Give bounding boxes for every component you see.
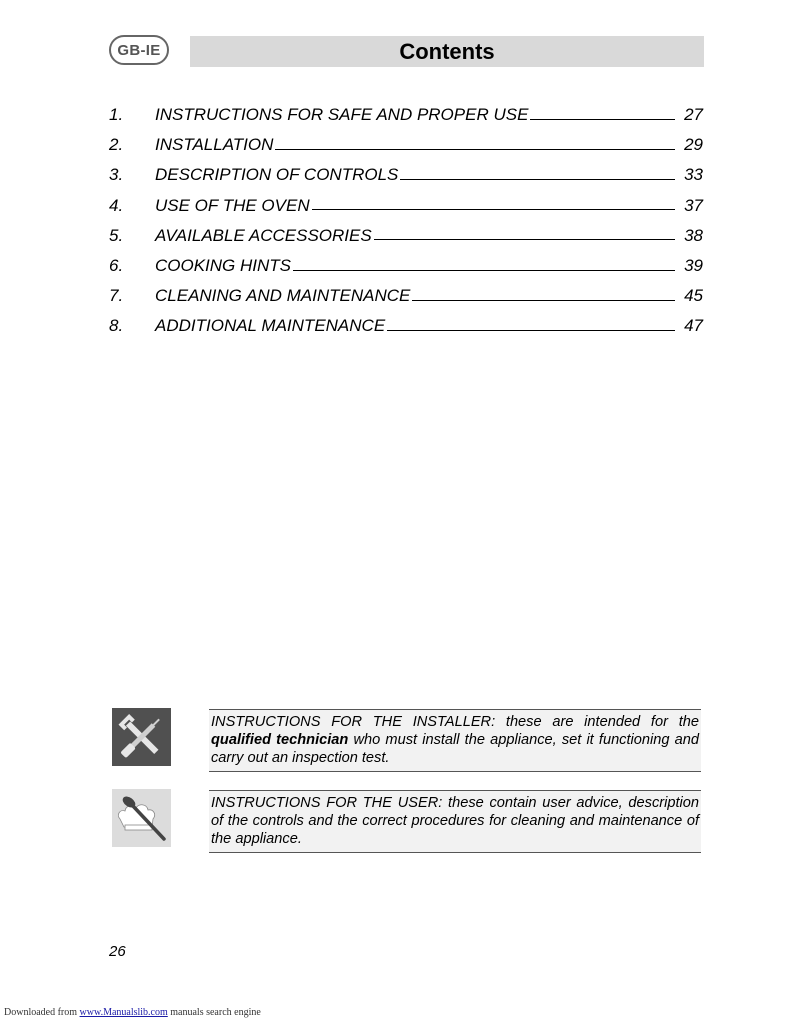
installer-note-text-end: who must install the appliance, set it functioning and carry out an inspection test. [211, 732, 699, 766]
toc-number: 2. [109, 135, 124, 155]
toc-page-number: 47 [684, 316, 703, 336]
footer-suffix: manuals search engine [167, 1007, 261, 1018]
toc-page-number: 37 [684, 195, 703, 215]
manualslib-link[interactable]: www.Manualslib.com [79, 1007, 168, 1018]
toc-entry[interactable] [109, 281, 703, 311]
tools-icon [112, 708, 171, 766]
toc-entry[interactable] [109, 100, 703, 130]
toc-page-number: 29 [684, 135, 703, 155]
toc-page-number: 33 [684, 165, 703, 185]
toc-leader-line [312, 209, 675, 210]
footer [4, 1007, 261, 1018]
toc-title: USE OF THE OVEN [155, 195, 310, 215]
toc-leader-line [400, 179, 675, 180]
toc-leader-line [412, 300, 675, 301]
toc-number: 1. [109, 105, 124, 125]
page-number: 26 [109, 943, 126, 960]
toc-number: 4. [109, 195, 124, 215]
toc-title: AVAILABLE ACCESSORIES [155, 225, 372, 245]
toc-number: 7. [109, 286, 124, 306]
toc-title: COOKING HINTS [155, 256, 292, 276]
toc-title: INSTRUCTIONS FOR SAFE AND PROPER USE [155, 105, 529, 125]
chef-spoon-icon [112, 789, 171, 847]
toc-number: 5. [109, 225, 124, 245]
toc-number: 8. [109, 316, 124, 336]
toc-title: INSTALLATION [155, 135, 274, 155]
toc-title: CLEANING AND MAINTENANCE [155, 286, 411, 306]
toc-entry[interactable] [109, 311, 703, 341]
user-note: INSTRUCTIONS FOR THE USER: these contain user advice, description of the controls and the correct procedures for cleaning and maintenance of the appliance. [209, 790, 701, 853]
toc-leader-line [374, 239, 675, 240]
table-of-contents [109, 100, 703, 342]
toc-page-number: 27 [684, 105, 703, 125]
toc-leader-line [530, 119, 675, 120]
page-title: Contents [190, 36, 704, 67]
language-badge: GB-IE [109, 35, 169, 65]
toc-page-number: 45 [684, 286, 703, 306]
toc-leader-line [387, 330, 675, 331]
toc-title: ADDITIONAL MAINTENANCE [155, 316, 386, 336]
toc-entry[interactable] [109, 160, 703, 190]
toc-page-number: 39 [684, 256, 703, 276]
installer-note [209, 709, 701, 772]
toc-entry[interactable] [109, 130, 703, 160]
toc-number: 6. [109, 256, 124, 276]
toc-page-number: 38 [684, 225, 703, 245]
toc-leader-line [275, 149, 675, 150]
footer-prefix: Downloaded from [4, 1007, 80, 1018]
toc-leader-line [293, 270, 675, 271]
installer-note-emphasis: qualified technician [211, 732, 349, 748]
toc-entry[interactable] [109, 251, 703, 281]
toc-title: DESCRIPTION OF CONTROLS [155, 165, 399, 185]
installer-note-text-start: INSTRUCTIONS FOR THE INSTALLER: these are intended for the [211, 714, 699, 730]
toc-number: 3. [109, 165, 124, 185]
toc-entry[interactable] [109, 191, 703, 221]
toc-entry[interactable] [109, 221, 703, 251]
